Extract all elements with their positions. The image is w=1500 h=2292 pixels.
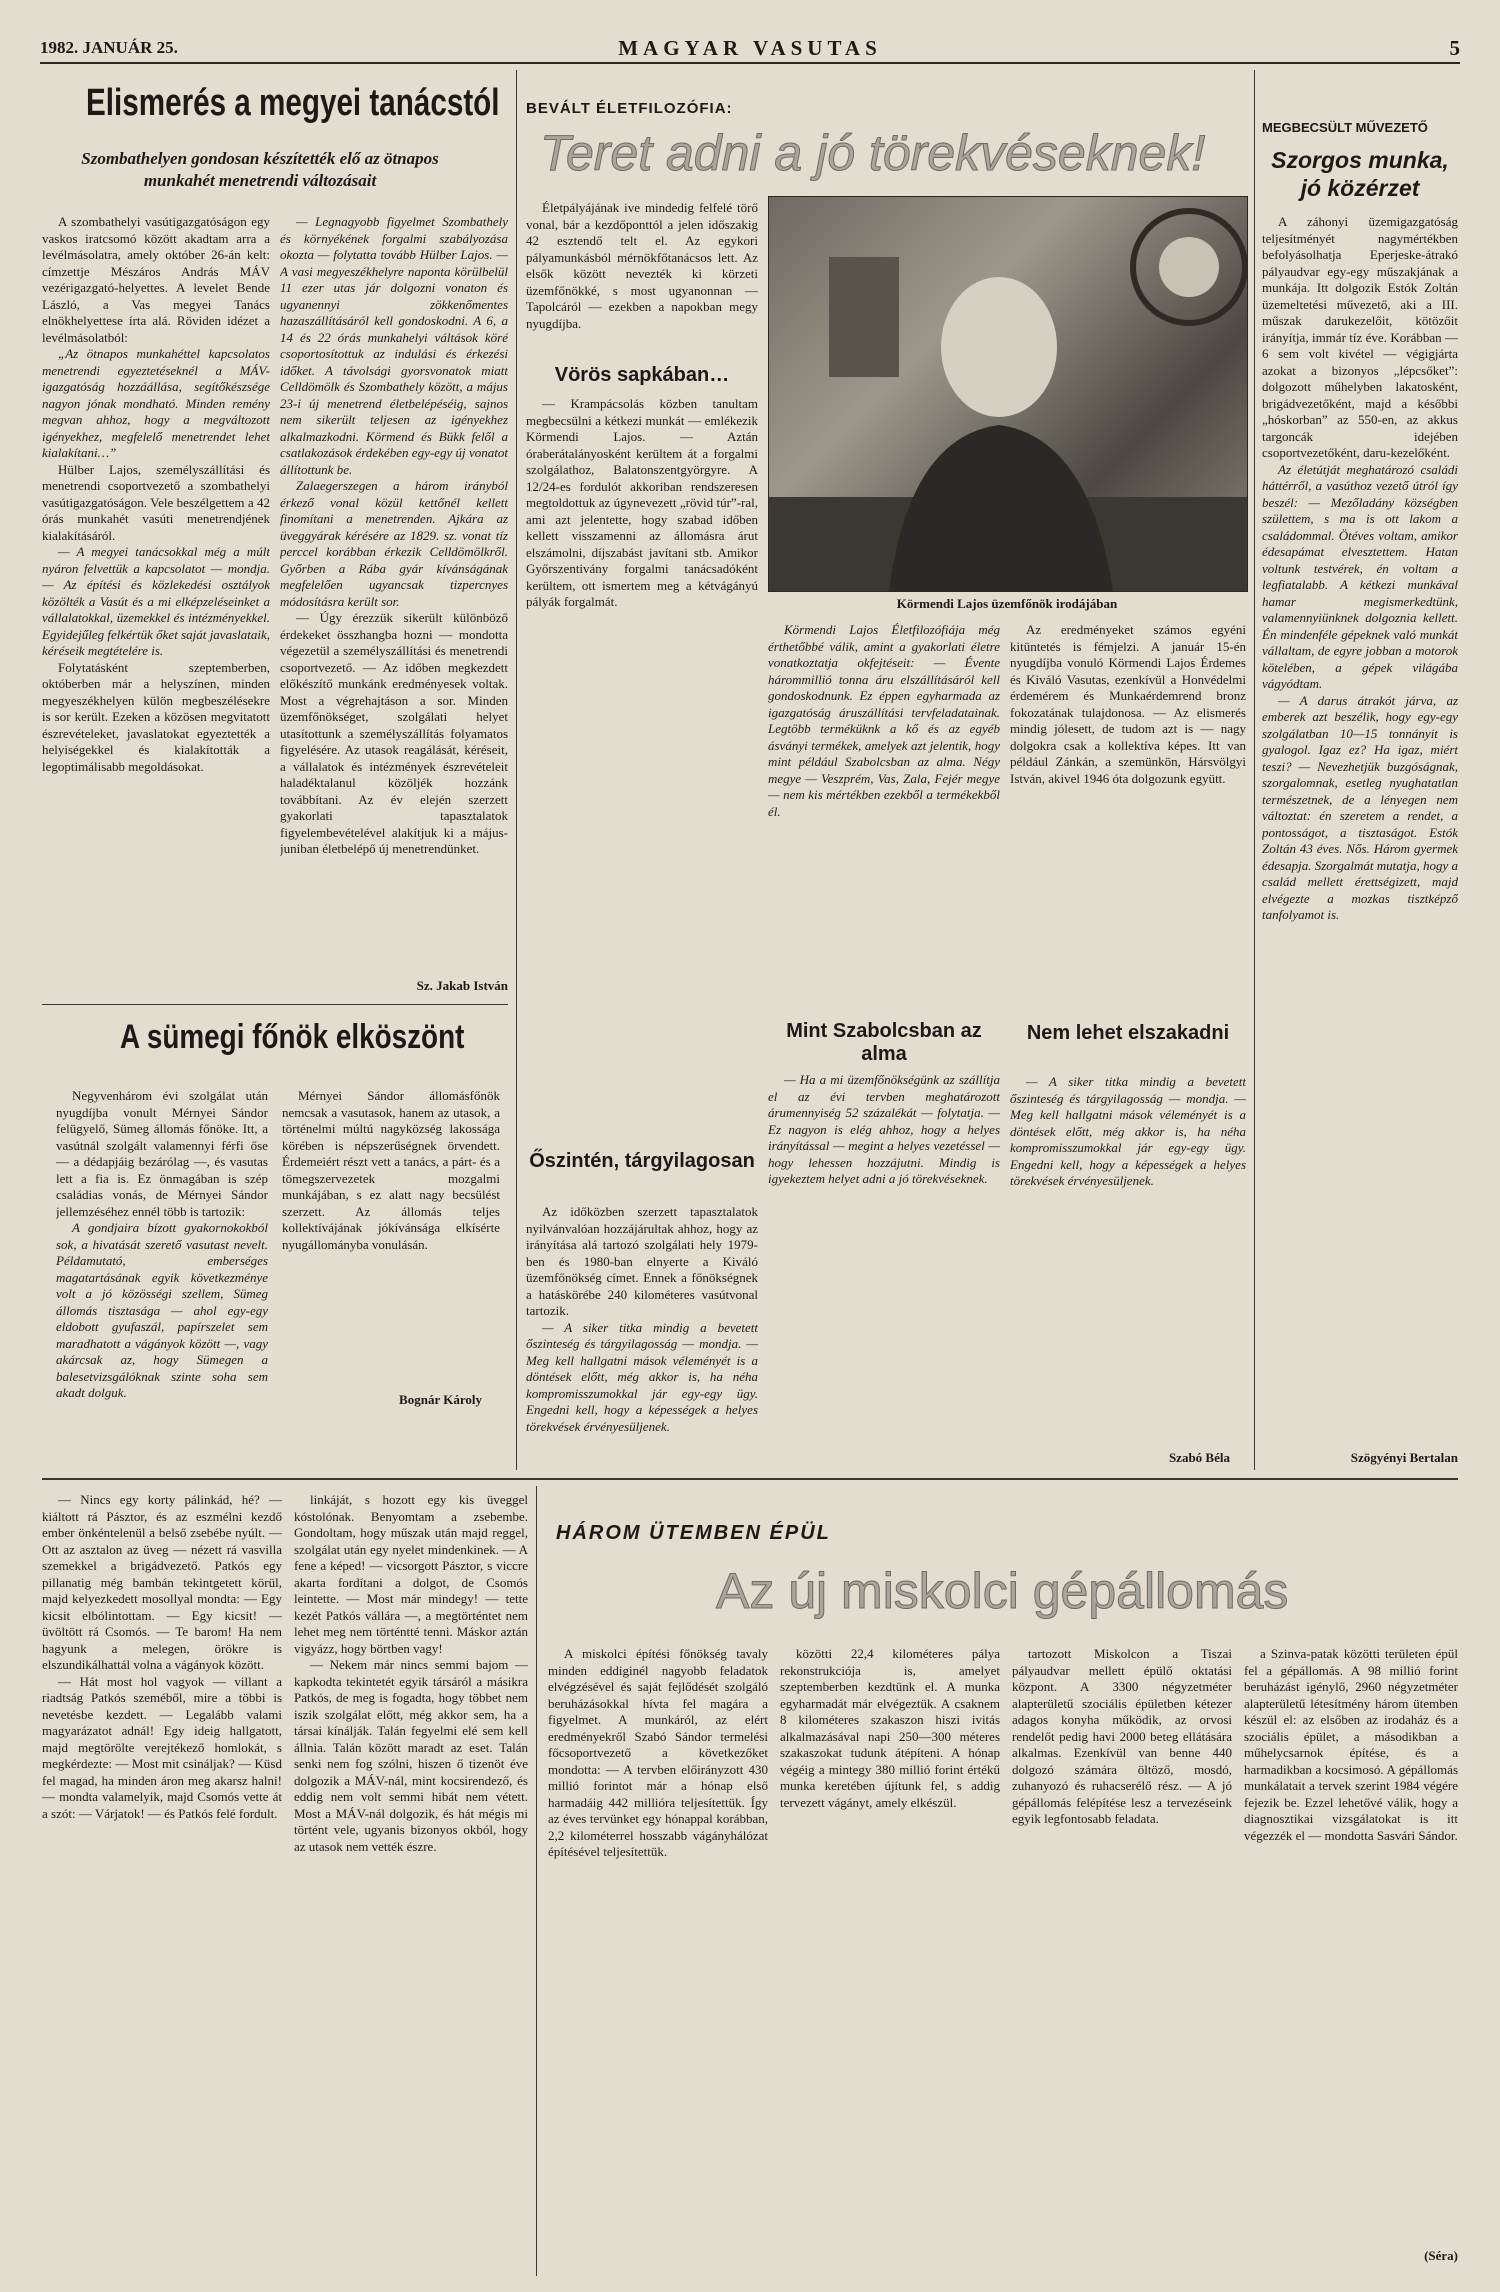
portrait-photo [768,196,1248,592]
a2-column-1 [56,1088,268,1408]
a6-paragraph: a Szinva-patak közötti területen épül fel a gépállomás. A 98 millió forint beruházást igénylő, 2960 négyzetméter alapterületű létesítmény három ütemben készül el: az elsőben az irodaház és a szociális épület, a másodikban a műhelycsarnok építése, és a harmadikban a kocsimosó. A gépállomás munkálatait a tervek szerint 1984 végére fejezik be. Ezzel lehetővé válik, hogy a diagnosztikai vizsgálatokat is itt végezzék el — mondotta Sasvári Sándor. [1244,1646,1458,1843]
a2-headline: A sümegi főnök elköszönt [120,1018,465,1056]
a3-signature: Szabó Béla [1168,1450,1230,1465]
a3-paragraph: Körmendi Lajos Életfilozófiája még érthetőbbé válik, amint a gyakorlati életre vonatkoztatja okfejtéseit: — Évente hárommillió tonna áru elszállításáról kell gondoskodnunk. Ez éppen egyharmada az igazgatóság áruszállítási tervfeladatainak. Legtöbb terméküknk a kő és az egyéb ásványi termékek, amelyek azt jelentik, hogy mint például Szabolcsban az alma. Négy megye — Veszprém, Vas, Zala, Fejér megye — nem kis mértékben ezekből a termékekből él. [768,622,1000,819]
a1-paragraph: A szombathelyi vasútigazgatóságon egy vaskos iratcsomó között akadtam arra a levélmásolatra, amely október 26-án kelt: címzettje Mészáros András MÁV vezérigazgató-helyettes. A levelet Bende László, a Vas megyei Tanács elnökhelyettese írta alá. Röviden idézet a levélmásolatból: [42,214,270,345]
a3-column-3 [1010,622,1246,1012]
a4-paragraph: — A darus átrakót járva, az emberek azt beszélik, hogy egy-egy szolgálatban 10—15 tonnányit is gyalogol. Igaz ez? Ha igaz, miért teszi? — Nevezhetjük buzgóságnak, szorgalomnak, esetleg nyughatatlan természetnek, de a lényegen nem változtat: én szeretem a rendet, a pontosságot, a tisztaságot. Estók Zoltán 43 éves. Nős. Három gyermek édesapja. Szorgalmát mutatja, hogy a család mellett érettségizett, majd elvégezte a mozkas tisztképző tanfolyamot is. [1262,692,1458,922]
a3-subhead-3: Mint Szabolcsban az alma [786,1020,982,1065]
a5-paragraph: — Nincs egy korty pálinkád, hé? — kiáltott rá Pásztor, és az eszmélni kezdő ember önkéntelenül a belső zsebébe nyúlt. — Ott az asztalon az üveg — nézett rá vasvilla szemekkel a brigádvezető. Patkós egy pillanatig még bambán tekintgetett körül, majd kelyezkedett mosollyal mondta: — Egy kicsit elbólintottam. — Egy kicsit! — üvöltött rá Csomós. — Te barom! Ha nem hagyunk a melegen, örökre is elszundikálhattál volna a vágányok között. [42,1492,282,1672]
a5-paragraph: — Hát most hol vagyok — villant a riadtság Patkós szeméből, mire a többi is nevetésbe kezdett. — Legalább valami magyarázatot adnál! Egy ideig hallgatott, majd megtörölte verejtékező homlokát, s megkérdezte: — Most mit csináljak? — Küsd fel magad, ha minden áron meg akarsz halni! — mondta valamelyik, majd Csomós vette át a szót: — Várjatok! — és Patkós felé fordult. [42,1673,282,1821]
a1-paragraph: Zalaegerszegen a három irányból érkező vonal közül kettőnél kellett finomítani a menetrenden. Ajkára az üveggyárak kérésére az 1829. sz. vonat tíz perccel korábban érkezik Celldömölkről. Győrben a Rába gyár kívánságának megfelelően ugyancsak tizpercnyes módosításra került sor. [280,478,508,609]
newspaper-title: MAGYAR VASUTAS [618,36,882,60]
a3-kicker: BEVÁLT ÉLETFILOZÓFIA: [526,100,733,117]
a3-subhead-4: Nem lehet elszakadni [1026,1022,1230,1044]
issue-date: 1982. JANUÁR 25. [40,38,178,57]
a4-column [1262,214,1458,1434]
a3-subhead-1: Vörös sapkában… [554,364,730,386]
a5-column-2 [294,1492,528,2272]
a3-column-3b [1010,1074,1246,1444]
a2-paragraph: Mérnyei Sándor állomásfőnök nemcsak a vasutasok, hanem az utasok, a történelmi múltú nagyközség lakossága körében is népszerűségnek örvendett. Érdemeiért részt vett a tanács, a párt- és a tömegszervezetek mozgalmi munkájában, s ez alatt nagy becsülést szerzett. Az állomás teljes kollektívájának jókívánsága elkísérte nyugállományba vonulásán. [282,1088,500,1252]
a1-paragraph: — Úgy érezzük sikerült különböző érdekeket összhangba hozni — mondotta végezetül a személyszállítási és menetrendi csoportvezető. — Az időben megkezdett előkészítő munkánk eredményesek voltak. Most a végrehajtáson a sor. Minden üzemfőnökséget, szolgálati helyet utasítottunk a személyszállítás folyamatos figyelésére. Az utasok reagálását, kéréseit, a vállalatok és intézmények észrevételeit haladéktalanul közöljék hozzánk továbbítani. Az év elején szerzett gyakorlati tapasztalatok figyelembevételével alakítjuk ki a május-juniban életbelépő új menetrendünket. [280,610,508,856]
page-number: 5 [1449,36,1460,60]
a3-paragraph: — A siker titka mindig a bevetett őszinteség és tárgyilagosság — mondja. — Meg kell hallgatni mások véleményét is a döntések előtt, még akkor is, ha néha kompromisszumokkal jár egy-egy ügy. Engedni kell, hogy a képességek a helyes törekvések érvényesüljenek. [1010,1074,1246,1188]
a1-column-1 [42,214,270,994]
a1-column-2 [280,214,508,974]
a1-paragraph: Folytatásként szeptemberben, októberben már a helyszínen, minden megyeszékhelyen külön megbeszélésekre is sor került. Ezeken a közösen megvitatott észrevételeket, javaslatokat egyeztették a helyiségekkel és kialakították a legoptimálisabb megoldásokat. [42,659,270,774]
a4-headline: Szorgos munka, jó közérzet [1271,147,1449,201]
a1-paragraph: — A megyei tanácsokkal még a múlt nyáron felvettük a kapcsolatot — mondja. — Az építési és közlekedési osztályok közölték a Vasút és a mi elképzeléseinket a vállalatokkal, üzemekkel és intézményekkel. Egyidejűleg felkértük őket saját javaslataik, kéréseik megtételére is. [42,544,270,658]
a1-paragraph: — Legnagyobb figyelmet Szombathely és környékének forgalmi szabályozása okozta — folytatta tovább Hülber Lajos. — A vasi megyeszékhelyre naponta körülbelül 11 ezer utas jár dolgozni vonaton és ugyanennyi zökkenőmentes hazaszállításáról kell gondoskodni. A 6, a 14 és 22 órás munkahelyi váltások köré csoportosítottuk az indulási és érkezési időket. A távolsági gyorsvonatok miatt Celldömölk és Szombathely között, a május 23-i új menetrend életbelépéséig, sajnos nem sikerült teljesen az igényekhez alkalmazkodni. Körmend és Bükk felől a csatlakozások érdekében egy-egy új vonatot állítottunk be. [280,214,508,477]
photo-illustration [769,197,1247,591]
a3-paragraph: Az időközben szerzett tapasztalatok nyilvánvalóan hozzájárultak ahhoz, hogy az irányítása alá tartozó szolgálati hely 1979-ben és 1980-ban elnyerte a Kiváló üzemfőnökség címet. Ennek a főnökségnek a hatáskörébe 240 kilométeres vasútvonal tartozik. [526,1204,758,1318]
a3-intro [526,200,758,340]
a1-headline: Elismerés a megyei tanácstól [86,82,500,124]
a6-paragraph: tartozott Miskolcon a Tiszai pályaudvar mellett épülő oktatási központ. A 3300 négyzetméter alapterületű szociális épületben kétezer adagos konyha működik, az orvosi rendelőt pedig havi 2000 beteg ellátására alkalmas. Ezenkívül van benne 440 dolgozó számára öltöző, mosdó, zuhanyozó és ruhacserélő rész. — A jó gépállomás felépítése lesz a tervezéseink egyik legfontosabb feladata. [1012,1646,1232,1826]
a3-paragraph: — Ha a mi üzemfőnökségünk az szállítja el az évi tervben meghatározott árumennyiség 52 százalékát — folytatja. — Ez nagyon is elég ahhoz, hogy a helyes irányítással — megint a helyes vezetéssel — hogy lehessen hozzájutni. Mindig is igyekeztem helyet adni a jó törekvéseknek. [768,1072,1000,1186]
a3-subhead-2: Őszintén, tárgyilagosan [529,1150,755,1172]
a4-paragraph: Az életútját meghatározó családi háttérről, a vasúthoz vezető útról így beszél: — Mezőladány községben születtem, s ma is ott lakom a családommal. Ötéves voltam, amikor édesapámat elvesztettem. Hatan voltunk testvérek, én voltam a legfiatalabb. A kétkezi munkával hamar megismerkedtünk, valamennyiünknek dolgoznia kellett. Én mindenféle gépeknek való munkát vállaltam, de egyre jobban a motorok kötelében, a gépek világába vágyódtam. [1262,461,1458,691]
a1-paragraph: „Az ötnapos munkahéttel kapcsolatos menetrendi egyeztetéseknél a MÁV-igazgatóság hozzáállása, segítőkészsége nagyon jónak mondható. Minden remény megvan ahhoz, hogy a megváltozott igényekhez, megfelelő menetrendet lehet kialakítani…” [42,346,270,460]
a6-column-2 [780,1646,1000,2266]
a3-paragraph: — A siker titka mindig a bevetett őszinteség és tárgyilagosság — mondja. — Meg kell hallgatni mások véleményét is a döntések előtt, még akkor is, ha néha kompromisszumokkal jár egy-egy ügy. Engedni kell, hogy a képességek a helyes törekvések érvényesüljenek. [526,1319,758,1434]
masthead [40,36,1460,64]
a2-paragraph: A gondjaira bízott gyakornokokból sok, a hivatását szerető vasutast nevelt. Példamutató, emberséges magatartásának egyik következménye volt a jó közösségi szellem, Sümeg állomás tisztasága — ahol egy-egy eldobott gyufaszál, papírszelet sem maradhatott a vágányok között —, vagy akárcsak az, hogy Sümegen a balesetvizsgálóknak szinte soha sem akadt dolguk. [56,1220,268,1400]
a4-signature: Szögyényi Bertalan [1350,1450,1458,1465]
section-divider [42,1478,1458,1480]
a3-paragraph: Életpályájának ive mindedig felfelé törő vonal, bár a kezdőponttól a jelen időszakig 42 esztendő telt el. Az egykori pályamunkásból mérnökfőtanácsos lett. Az elsők között nevezték ki körzeti üzemfőnökké, s most ugyanonnan — Tapolcáról — ezekben a napokban megy nyugdíjba. [526,200,758,331]
a3-column-1b [526,1204,758,1472]
a6-kicker: HÁROM ÜTEMBEN ÉPÜL [556,1522,831,1544]
a6-paragraph: A miskolci építési főnökség tavaly minden eddiginél nagyobb feladatok elvégzésével és saját fejlődését szolgáló beruházásokkal hívta fel magára a figyelmet. A munkáról, az elért eredményekről Szabó Sándor termelési főcsoportvezető a következőket mondotta: — A tervben előirányzott 430 millió forintot már a hónap első harmadáig 442 millióra teljesítettük. Így az éves tervünket egy hónappal korábban, 2,2 kilométerrel hosszabb vágányhálózat építésével teljesítettük. [548,1646,768,1859]
a3-paragraph: — Krampácsolás közben tanultam megbecsülni a kétkezi munkát — emlékezik Körmendi Lajos. — Aztán óraberátalányosként kerültem át a forgalmi szolgálathoz, Balatonszentgyörgyre. A 12/24-es fordulót akkoriban rendszeresen megtoldottuk az úgynevezett „rövid túr”-ral, ami azt jelentette, hogy szabad időben kellett visszamenni az állomásra árut elszámolni, díjszabást javítani stb. Amikor Győrszentivány forgalmi tanácsadóként kerültem, ott ismertem meg a kétvágányú pályák forgalmát. [526,396,758,609]
a3-column-2 [768,622,1000,1012]
a4-paragraph: A záhonyi üzemigazgatóság teljesítményét nagymértékben befolyásolhatja Eperjeske-átrakó pályaudvar egy-egy műszakjának a munkája. Itt dolgozik Estók Zoltán üzemeltetési művezető, aki a III. műszak darukezelőit, kötözőit irányítja, immár tíz éve. Korábban — 6 sem volt kivétel — végigjárta azokat a bizonyos „lépcsőket”: dolgozott műhelyben lakatosként, brigádvezetőként, majd a későbbi „hóskorban” az 550-en, az akkus targoncák idejében csoportvezetőként, daru-kezelőként. [1262,214,1458,460]
a6-paragraph: közötti 22,4 kilométeres pálya rekonstrukciója is, amelyet szeptemberben kezdtünk el. A munka egyharmadát már elvégeztük. A csaknem 8 kilométeres szakaszon hiszi ivitás alkalmazásával napi 250—300 méteres szakaszokat tudunk átépíteni. A hónap végéig a mintegy 380 millió forint értékű munka keretében újítunk fel, s addig tervezett vágányt, amely elkészül. [780,1646,1000,1810]
a6-column-1 [548,1646,768,2266]
column-rule [536,1486,537,2276]
a5-paragraph: linkáját, s hozott egy kis üveggel kóstolónak. Benyomtam a zsebembe. Gondoltam, hogy műszak után majd reggel, szolgálat után egy nyelet mindenkinek. — A fene a képed! — vicsorgott Pásztor, s viccre akarta fordítani a dolgot, de Csomós leintette. — Most már mindegy! — tette kezét Patkós vállára —, a megtörténtet nem lehet meg nem történtté tenni. Máskor aztán vigyázz, hogy börtben vagy! [294,1492,528,1656]
a3-column-1 [526,396,758,1086]
a3-headline: Teret adni a jó törekvéseknek! [540,125,1206,181]
a5-paragraph: — Nekem már nincs semmi bajom — kapkodta tekintetét egyik társáról a másikra Patkós, de meg is fogadta, hogy többet nem iszik szolgálat előtt, még akkor sem, ha a társai kínálják. Talán fegyelmi elé sem kell állnia. Talán között maradt az eset. Talán senki nem fog szólni, hiszen ő tizenöt éve dolgozik a MÁV-nál, mint kocsirendező, és eddig nem volt semmi hibát nem vétett. Most a MÁV-nál dolgozik, és hát mégis mi történt vele, ugyanis bizonyos okból, hogy az utasok nem vették észre. [294,1657,528,1854]
a3-column-2b [768,1072,1000,1472]
a1-signature: Sz. Jakab István [416,978,508,993]
a1-subheadline: Szombathelyen gondosan készítették elő az ötnapos munkahét menetrendi változásait [81,149,439,190]
a3-paragraph: Az eredményeket számos egyéni kitüntetés is fémjelzi. A január 15-én nyugdíjba vonuló Körmendi Lajos Érdemes és Kiváló Vasutas, ezenkívül a Honvédelmi érdemérem és Munkaérdemrend bronz fokozatának tulajdonosa. — Az elismerés mindig jólesett, de tudom azt is — nagy dolgokra csak a kollektíva képes. Itt van például Zánkán, a szemünkön, Hársvölgyi István, akivel 1946 óta dolgozunk együtt. [1010,622,1246,786]
a1-paragraph: Hülber Lajos, személyszállítási és menetrendi csoportvezető a szombathelyi vasútigazgatóságon. Vele beszélgettem a 42 órás munkahét vasúti menetrendjének kialakításáról. [42,461,270,543]
column-rule [1254,70,1255,1470]
a5-column-1 [42,1492,282,2272]
a2-signature: Bognár Károly [399,1392,482,1407]
photo-caption: Körmendi Lajos üzemfőnök irodájában [896,596,1118,611]
a4-kicker: MEGBECSÜLT MŰVEZETŐ [1262,120,1428,135]
a6-column-4 [1244,1646,1458,2236]
a2-paragraph: Negyvenhárom évi szolgálat után nyugdíjba vonult Mérnyei Sándor felügyelő, Sümeg állomás főnöke. Itt, a vasútnál szolgált valamennyi férfi őse — a dédapjáig bezárólag —, és vasutas lett a fia is. Ez önmagában is szép családias vonás, de Mérnyei Sándor jellemzéséhez ennél több is tartozik: [56,1088,268,1219]
column-rule [516,70,517,1470]
a2-column-2 [282,1088,500,1388]
a6-signature: (Séra) [1424,2248,1458,2263]
a6-headline: Az új miskolci gépállomás [716,1563,1289,1619]
a6-column-3 [1012,1646,1232,2266]
a2-divider [42,1004,508,1005]
